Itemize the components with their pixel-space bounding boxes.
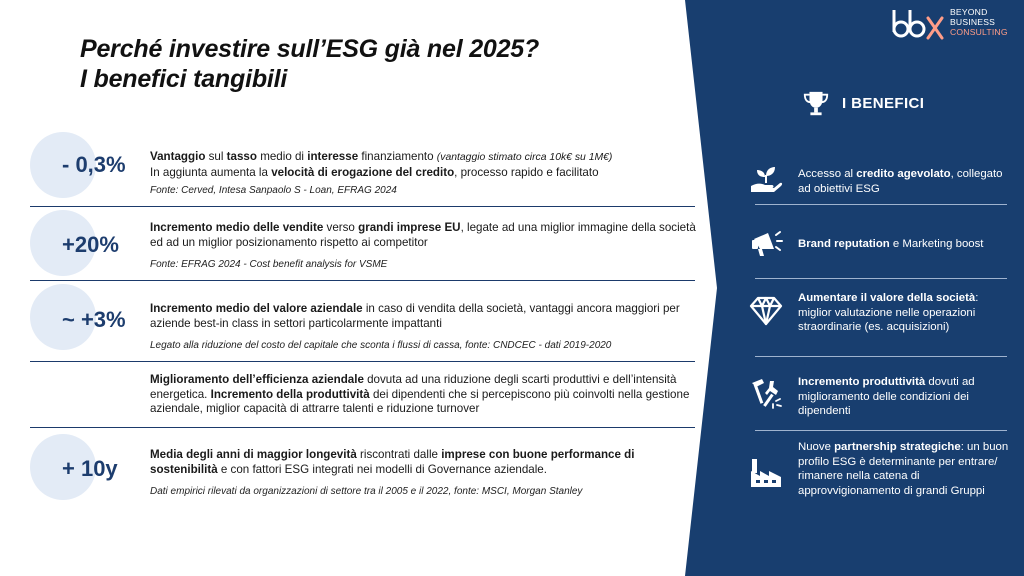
bbc-logo-icon bbox=[890, 8, 946, 40]
trophy-icon bbox=[800, 90, 832, 118]
stat-value: - 0,3% bbox=[62, 152, 126, 177]
plant-hand-icon bbox=[748, 162, 784, 198]
benefit-item: Brand reputation e Marketing boost bbox=[798, 238, 984, 250]
benefit-text: Incremento medio del valore aziendale in caso di vendita della società, vantaggi ancora maggiori per aziende best-in class in settori particolarmente impattanti bbox=[150, 302, 680, 330]
title-line-2: I benefici tangibili bbox=[80, 65, 288, 93]
title-line-1: Perché investire sull’ESG già nel 2025? bbox=[80, 35, 540, 63]
divider bbox=[30, 280, 695, 281]
benefit-item: Aumentare il valore della società: miglior valutazione nelle operazioni straordinarie (es. acquisizioni) bbox=[798, 292, 979, 333]
divider bbox=[755, 430, 1007, 431]
source-note: Fonte: Cerved, Intesa Sanpaolo S - Loan, EFRAG 2024 bbox=[150, 185, 397, 196]
logo-text: BEYOND BUSINESS CONSULTING bbox=[950, 7, 1008, 37]
megaphone-icon bbox=[748, 225, 784, 261]
stat-value: + 10y bbox=[62, 456, 118, 481]
diamond-icon bbox=[748, 292, 784, 328]
benefits-title: I BENEFICI bbox=[842, 95, 925, 112]
stat-value: ~ +3% bbox=[62, 307, 126, 332]
divider bbox=[30, 427, 695, 428]
benefit-item: Accesso al credito agevolato, collegato ad obiettivi ESG bbox=[798, 168, 1003, 195]
divider bbox=[755, 356, 1007, 357]
benefit-item: Incremento produttività dovuti ad miglioramento delle condizioni dei dipendenti bbox=[798, 376, 975, 417]
stat-value: +20% bbox=[62, 232, 119, 257]
divider bbox=[755, 204, 1007, 205]
page-title bbox=[80, 34, 660, 94]
divider bbox=[30, 361, 695, 362]
benefit-text: Incremento medio delle vendite verso grandi imprese EU, legate ad una miglior immagine della società ed ad un miglior posizionamento rispetto ai competitor bbox=[150, 221, 696, 249]
source-note: Fonte: EFRAG 2024 - Cost benefit analysis for VSME bbox=[150, 259, 388, 270]
factory-icon bbox=[748, 455, 784, 491]
divider bbox=[30, 206, 695, 207]
tools-icon bbox=[748, 375, 784, 411]
benefit-text: Media degli anni di maggior longevità riscontrati dalle imprese con buone performance di sostenibilità e con fattori ESG integrati nei modelli di Governance aziendale. bbox=[150, 448, 635, 476]
divider bbox=[755, 278, 1007, 279]
source-note: Legato alla riduzione del costo del capitale che sconta i flussi di cassa, fonte: CNDCEC - dati 2019-2020 bbox=[150, 340, 612, 351]
benefit-text: Miglioramento dell’efficienza aziendale dovuta ad una riduzione degli scarti produttivi e dell’intensità energetica. Incremento della produttività dei dipendenti che si percepiscono più coinvolti nella gestione aziendale, miglior capacità di attrarre talenti e riduzione turnover bbox=[150, 373, 690, 415]
benefit-text: Vantaggio sul tasso medio di interesse finanziamento (vantaggio stimato circa 10k€ su 1M€) In aggiunta aumenta la velocità di erogazione del credito, processo rapido e facilitato bbox=[150, 150, 613, 179]
benefit-item: Nuove partnership strategiche: un buon profilo ESG è determinante per entrare/ rimanere nella catena di approvvigionamento di grandi Gruppi bbox=[798, 441, 1009, 497]
source-note: Dati empirici rilevati da organizzazioni di settore tra il 2005 e il 2022, fonte: MSCI, Morgan Stanley bbox=[150, 486, 583, 497]
